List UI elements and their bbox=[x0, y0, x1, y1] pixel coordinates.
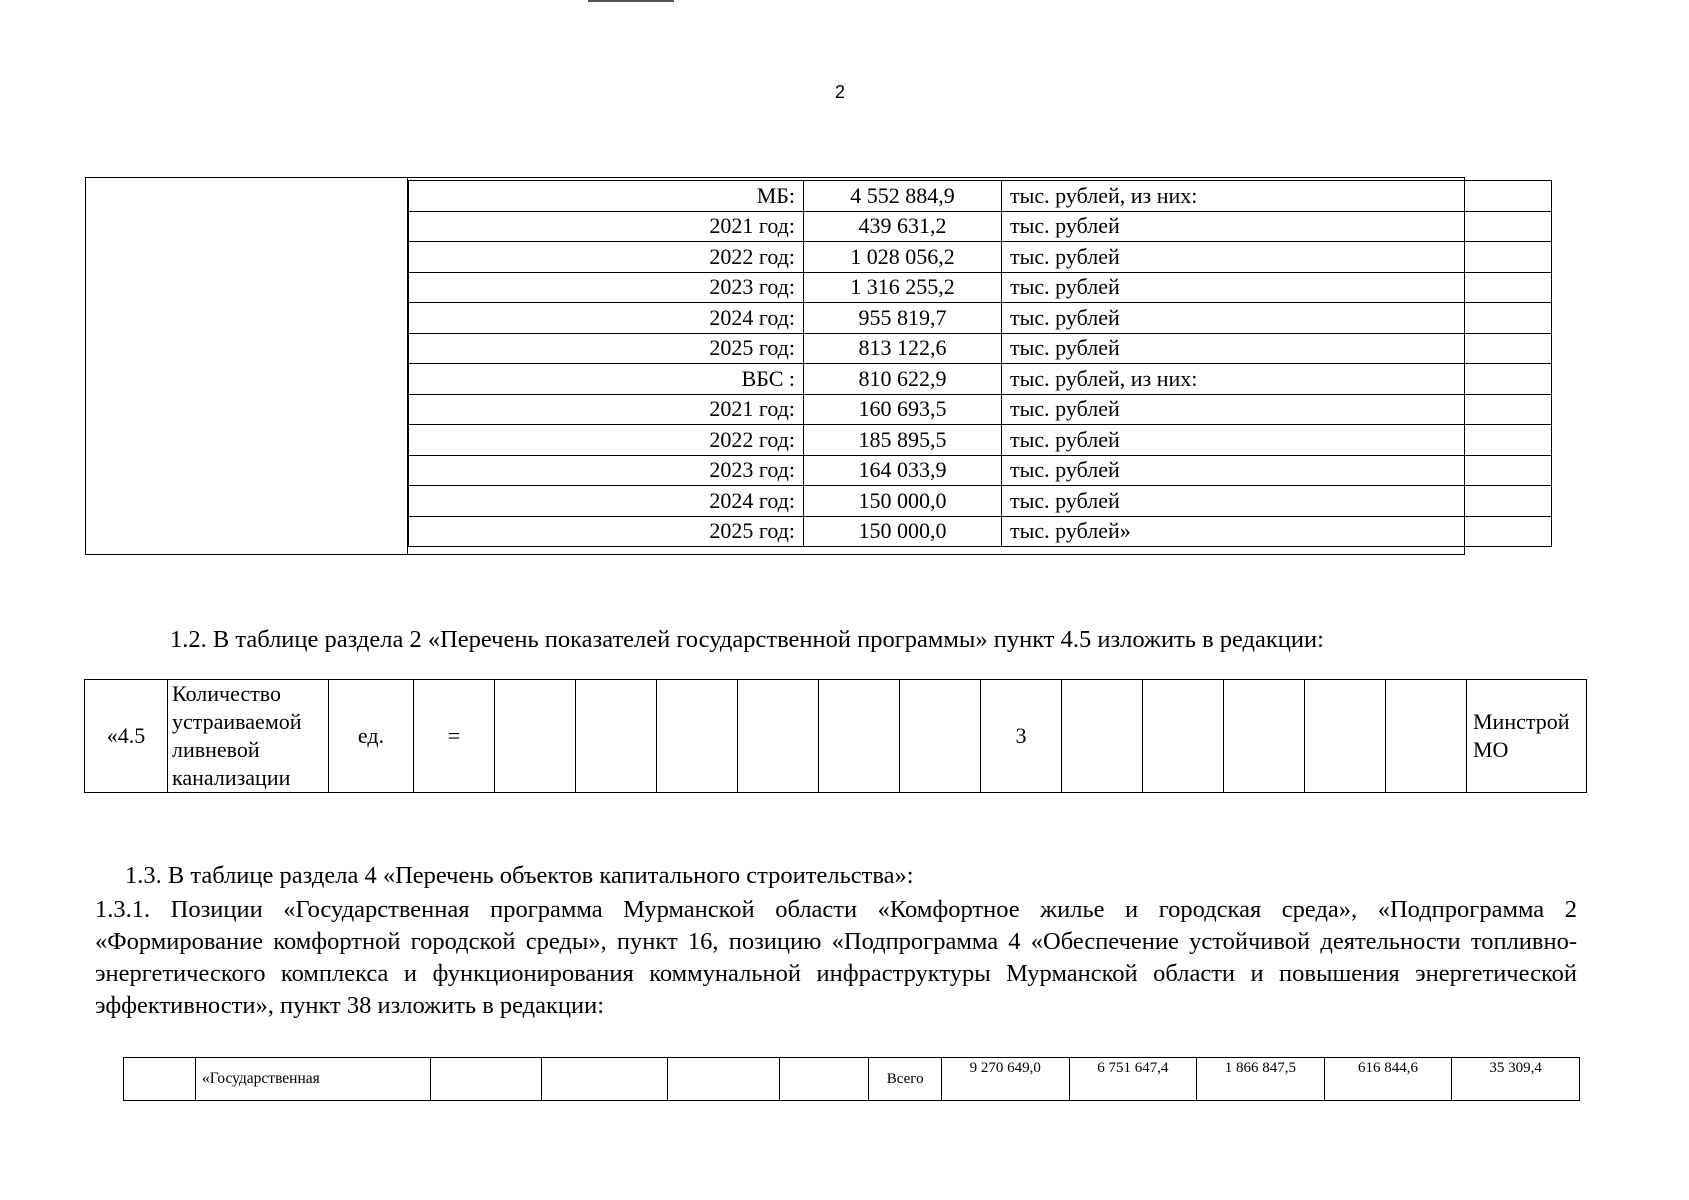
funding-row bbox=[409, 242, 1552, 273]
objects-name: «Государственная bbox=[195, 1058, 430, 1101]
objects-row bbox=[124, 1058, 1580, 1101]
objects-table bbox=[123, 1057, 1580, 1101]
indicator-cell bbox=[819, 680, 900, 793]
funding-table bbox=[85, 177, 1465, 555]
indicator-name: Количество устраиваемой ливневой канализации bbox=[168, 680, 329, 793]
indicator-responsible: Минстрой МО bbox=[1467, 680, 1587, 793]
funding-row-value: 150 000,0 bbox=[804, 516, 1002, 547]
objects-amount: 616 844,6 bbox=[1324, 1058, 1452, 1101]
funding-row-unit: тыс. рублей, из них: bbox=[1002, 181, 1552, 212]
objects-amount: 35 309,4 bbox=[1452, 1058, 1580, 1101]
indicator-cell bbox=[495, 680, 576, 793]
indicator-number: «4.5 bbox=[85, 680, 168, 793]
funding-table-blank-column bbox=[86, 178, 408, 554]
funding-row bbox=[409, 425, 1552, 456]
funding-row-unit: тыс. рублей» bbox=[1002, 516, 1552, 547]
indicator-cell bbox=[1305, 680, 1386, 793]
objects-cell bbox=[779, 1058, 869, 1101]
funding-row-value: 955 819,7 bbox=[804, 303, 1002, 334]
funding-row-unit: тыс. рублей bbox=[1002, 242, 1552, 273]
funding-row-unit: тыс. рублей bbox=[1002, 455, 1552, 486]
funding-row-label: 2023 год: bbox=[409, 272, 804, 303]
funding-row-value: 160 693,5 bbox=[804, 394, 1002, 425]
funding-row-label: 2021 год: bbox=[409, 211, 804, 242]
objects-cell bbox=[124, 1058, 196, 1101]
funding-row-label: МБ: bbox=[409, 181, 804, 212]
funding-row-value: 150 000,0 bbox=[804, 486, 1002, 517]
objects-amount: 9 270 649,0 bbox=[941, 1058, 1069, 1101]
funding-row-value: 1 028 056,2 bbox=[804, 242, 1002, 273]
indicator-cell bbox=[738, 680, 819, 793]
objects-cell bbox=[668, 1058, 779, 1101]
indicator-cell bbox=[657, 680, 738, 793]
indicator-row bbox=[85, 680, 1587, 793]
funding-row bbox=[409, 516, 1552, 547]
indicator-cell bbox=[1224, 680, 1305, 793]
funding-row-unit: тыс. рублей bbox=[1002, 272, 1552, 303]
funding-row bbox=[409, 181, 1552, 212]
paragraph-1-3: 1.3. В таблице раздела 4 «Перечень объектов капитального строительства»: bbox=[125, 862, 914, 889]
funding-row-label: 2025 год: bbox=[409, 333, 804, 364]
indicator-cell bbox=[1062, 680, 1143, 793]
indicator-target-value: 3 bbox=[981, 680, 1062, 793]
objects-total-label: Всего bbox=[869, 1058, 942, 1101]
funding-row-value: 185 895,5 bbox=[804, 425, 1002, 456]
indicator-table bbox=[84, 679, 1587, 793]
indicator-cell bbox=[1386, 680, 1467, 793]
funding-row-label: ВБС : bbox=[409, 364, 804, 395]
funding-row-label: 2022 год: bbox=[409, 425, 804, 456]
funding-row-label: 2024 год: bbox=[409, 303, 804, 334]
indicator-cell bbox=[1143, 680, 1224, 793]
funding-row-unit: тыс. рублей bbox=[1002, 394, 1552, 425]
indicator-unit: ед. bbox=[329, 680, 414, 793]
funding-row bbox=[409, 455, 1552, 486]
indicator-cell bbox=[900, 680, 981, 793]
funding-row bbox=[409, 303, 1552, 334]
objects-cell bbox=[542, 1058, 668, 1101]
page-number: 2 bbox=[834, 82, 845, 102]
funding-row bbox=[409, 486, 1552, 517]
paragraph-1-2: 1.2. В таблице раздела 2 «Перечень показателей государственной программы» пункт 4.5 изложить в редакции: bbox=[170, 626, 1324, 653]
funding-row-unit: тыс. рублей bbox=[1002, 211, 1552, 242]
funding-row bbox=[409, 394, 1552, 425]
funding-row bbox=[409, 364, 1552, 395]
funding-row-value: 1 316 255,2 bbox=[804, 272, 1002, 303]
funding-row bbox=[409, 333, 1552, 364]
funding-row bbox=[409, 211, 1552, 242]
funding-row bbox=[409, 272, 1552, 303]
funding-row-label: 2021 год: bbox=[409, 394, 804, 425]
funding-row-value: 164 033,9 bbox=[804, 455, 1002, 486]
top-rule bbox=[588, 0, 674, 2]
objects-cell bbox=[431, 1058, 542, 1101]
funding-row-label: 2022 год: bbox=[409, 242, 804, 273]
funding-row-unit: тыс. рублей, из них: bbox=[1002, 364, 1552, 395]
funding-row-unit: тыс. рублей bbox=[1002, 486, 1552, 517]
indicator-cell bbox=[576, 680, 657, 793]
funding-row-unit: тыс. рублей bbox=[1002, 303, 1552, 334]
funding-row-label: 2024 год: bbox=[409, 486, 804, 517]
funding-row-label: 2023 год: bbox=[409, 455, 804, 486]
funding-row-label: 2025 год: bbox=[409, 516, 804, 547]
indicator-direction: = bbox=[414, 680, 495, 793]
funding-row-unit: тыс. рублей bbox=[1002, 425, 1552, 456]
funding-row-unit: тыс. рублей bbox=[1002, 333, 1552, 364]
objects-amount: 6 751 647,4 bbox=[1069, 1058, 1197, 1101]
funding-row-value: 813 122,6 bbox=[804, 333, 1002, 364]
funding-row-value: 810 622,9 bbox=[804, 364, 1002, 395]
paragraph-1-3-1: 1.3.1. Позиции «Государственная программа Мурманской области «Комфортное жилье и городская среда», «Подпрограмма 2 «Формирование комфортной городской среды», пункт 16, позицию «Подпрограмма 4 «Обеспечение устойчивой деятельности топливно-энергетического комплекса и функционирования коммунальной инфраструктуры Мурманской области и повышения энергетической эффективности», пункт 38 изложить в редакции: bbox=[95, 896, 1577, 1019]
funding-row-value: 4 552 884,9 bbox=[804, 181, 1002, 212]
funding-table-grid bbox=[408, 180, 1552, 547]
funding-row-value: 439 631,2 bbox=[804, 211, 1002, 242]
objects-amount: 1 866 847,5 bbox=[1197, 1058, 1325, 1101]
